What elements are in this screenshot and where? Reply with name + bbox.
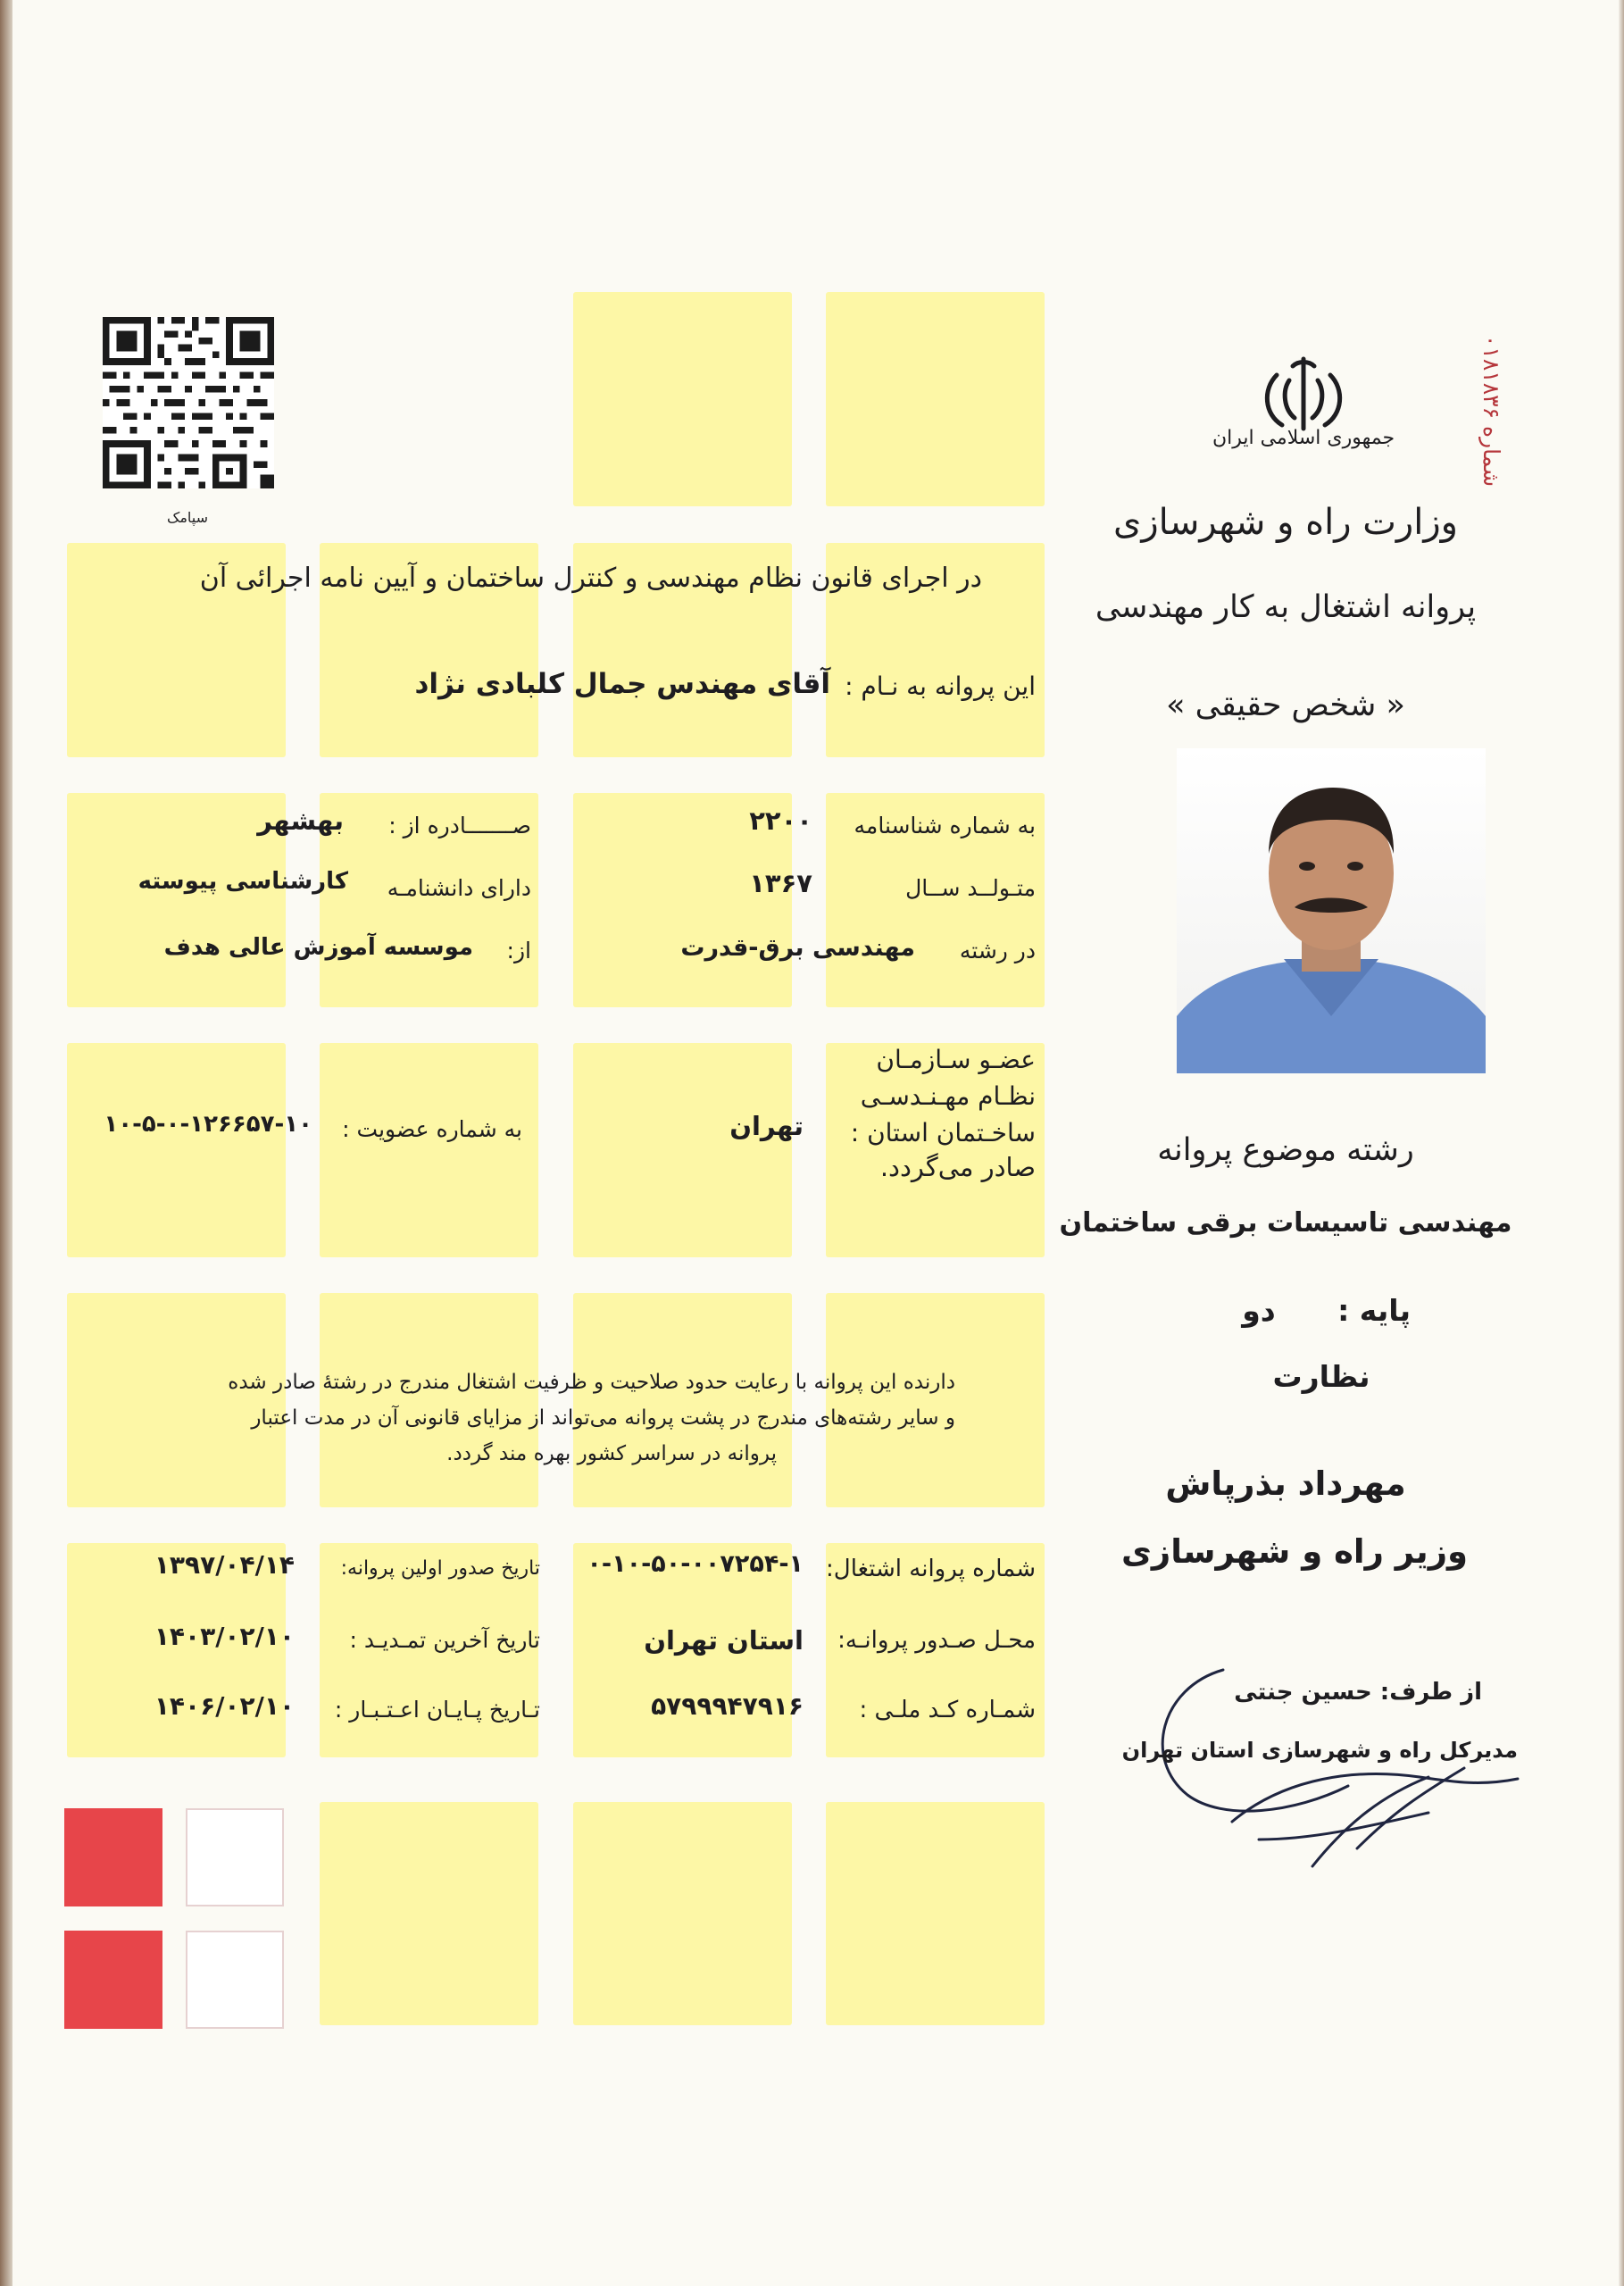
holder-photo (1177, 748, 1486, 1073)
membership-org (817, 1041, 1036, 1151)
issued-from-label: صـــــــادره از : (388, 813, 531, 838)
org-line: عضـو سـازمـان (876, 1045, 1036, 1074)
stamp-square-white (186, 1808, 284, 1906)
field-title: رشته موضوع پروانه (1157, 1132, 1414, 1168)
institution-value: موسسه آموزش عالی هدف (163, 934, 473, 961)
field-value: مهندسی تاسیسات برقی ساختمان (1059, 1207, 1512, 1239)
signatory-title: مدیرکل راه و شهرسازی استان تهران (1121, 1738, 1518, 1763)
first-issue-label: تاریخ صدور اولین پروانه: (340, 1557, 540, 1580)
license-title: پروانه اشتغال به کار مهندسی (1095, 589, 1477, 625)
holder-name: آقای مهندس جمال کلبادی نژاد (414, 668, 830, 700)
membership-number-label: به شماره عضویت : (342, 1116, 522, 1142)
serial-number: شماره ۰۱۸۱۸۳۶ (1478, 335, 1504, 488)
name-label: این پروانه به نـام : (845, 672, 1036, 701)
tile (573, 1802, 792, 2025)
major-value: مهندسی برق-قدرت (680, 934, 915, 962)
intro-text: در اجرای قانون نظام مهندسی و کنترل ساختمان و آیین نامه اجرائی آن (199, 563, 982, 594)
birth-year-label: متـولــد ســال (905, 875, 1036, 901)
issued-text: صادر می‌گردد. (879, 1152, 1036, 1182)
grade-type: نظارت (1272, 1359, 1370, 1394)
person-type: « شخص حقیقی » (1166, 688, 1405, 723)
tile (826, 1802, 1045, 2025)
membership-number-value: ۱۰-۵-۰-۱۲۶۶۵۷-۱۰ (104, 1111, 312, 1138)
issue-place-label: محـل صـدور پروانـه: (837, 1627, 1036, 1654)
note-line: دارنده این پروانه با رعایت حدود صلاحیت و ظرفیت اشتغال مندرج در رشتۀ صادر شده (228, 1371, 955, 1394)
issue-place-value: استان تهران (644, 1625, 804, 1656)
national-code-value: ۵۷۹۹۹۴۷۹۱۶ (651, 1691, 804, 1721)
last-renewal-value: ۱۴۰۳/۰۲/۱۰ (154, 1622, 295, 1651)
signatory-from: از طرف: حسین جنتی (1234, 1679, 1482, 1706)
expiry-label: تـاریخ پـایـان اعـتـبـار : (334, 1697, 540, 1723)
grade-value: دو (1242, 1293, 1276, 1328)
tile (573, 1043, 792, 1257)
tile (573, 292, 792, 506)
degree-label: دارای دانشنامـه (387, 875, 531, 901)
license-number-value: ۰-۱۰-۵۰-۰۰۷۲۵۴-۱ (587, 1550, 804, 1578)
id-number-label: به شماره شناسنامه (854, 813, 1036, 838)
expiry-value: ۱۴۰۶/۰۲/۱۰ (154, 1691, 295, 1721)
degree-value: کارشناسی پیوسته (137, 868, 348, 895)
paper-edge-left (0, 0, 12, 2286)
holder-note (134, 1364, 955, 1472)
tile (67, 1043, 286, 1257)
tile (826, 292, 1045, 506)
paper-edge-right (1619, 0, 1624, 2286)
issued-from-value: بهشهر (257, 805, 344, 836)
license-number-label: شماره پروانه اشتغال: (826, 1556, 1036, 1582)
tile (320, 1802, 538, 2025)
republic-title: جمهوری اسلامی ایران (1212, 427, 1395, 449)
stamp-square-red (64, 1931, 162, 2029)
minister-name: مهرداد بذرپاش (1165, 1464, 1406, 1503)
note-line: پروانه در سراسر کشور بهره مند گردد. (446, 1442, 777, 1465)
grade-label: پایه : (1337, 1293, 1411, 1328)
stamp-square-white (186, 1931, 284, 2029)
qr-code (103, 317, 274, 488)
last-renewal-label: تاریخ آخرین تمـدیـد : (349, 1627, 540, 1653)
birth-year-value: ۱۳۶۷ (749, 868, 812, 898)
institution-label: از: (506, 938, 531, 964)
tile (320, 1043, 538, 1257)
qr-caption: سپامک (167, 509, 208, 526)
major-label: در رشته (959, 938, 1036, 964)
membership-province: تهران (729, 1111, 804, 1141)
note-line: و سایر رشته‌های مندرج در پشت پروانه می‌تواند از مزایای قانونی آن در مدت اعتبار (251, 1406, 955, 1430)
first-issue-value: ۱۳۹۷/۰۴/۱۴ (154, 1550, 295, 1580)
ministry-title: وزارت راه و شهرسازی (1113, 502, 1458, 543)
national-code-label: شمـاره کـد ملـی : (859, 1697, 1036, 1723)
id-number-value: ۲۲۰۰ (749, 805, 812, 836)
org-line: نظـام مهـنـدسـی (860, 1081, 1036, 1111)
stamp-square-red (64, 1808, 162, 1906)
minister-title: وزیر راه و شهرسازی (1121, 1532, 1468, 1571)
org-line: ساخـتمان استان : (850, 1118, 1036, 1147)
